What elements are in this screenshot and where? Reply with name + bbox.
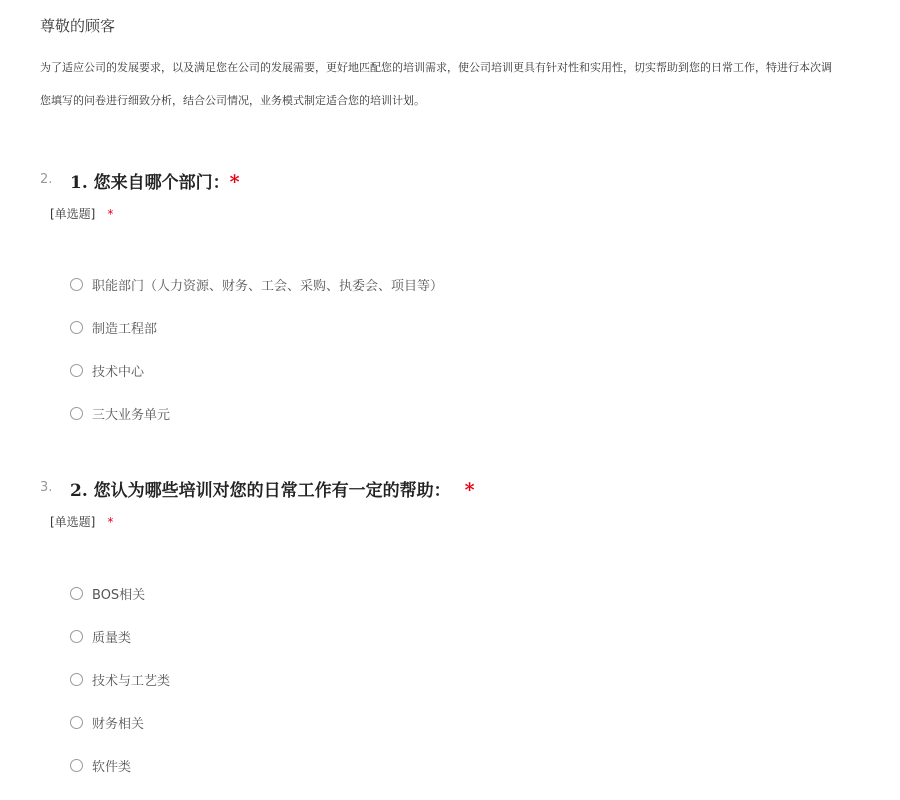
radio-unchecked-icon[interactable] [70, 673, 83, 686]
radio-unchecked-icon[interactable] [70, 587, 83, 600]
question-type-label [50, 205, 113, 222]
option-radio[interactable] [70, 404, 170, 422]
option-label[interactable]: 技术与工艺类 [92, 673, 171, 689]
radio-unchecked-icon[interactable] [70, 630, 83, 643]
option-radio[interactable] [70, 713, 144, 731]
option-radio[interactable] [70, 627, 131, 645]
intro-text-line-2: 您填写的问卷进行细致分析，结合公司情况，业务模式制定适合您的培训计划。 [40, 94, 425, 107]
option-label[interactable]: 三大业务单元 [92, 407, 171, 423]
required-star: * [107, 515, 114, 529]
question-title-text: 2. 您认为哪些培训对您的日常工作有一定的帮助： [70, 481, 451, 501]
option-label[interactable]: 软件类 [92, 759, 132, 775]
option-radio[interactable] [70, 756, 131, 774]
option-label[interactable]: BOS相关 [92, 587, 146, 603]
question-title [70, 168, 240, 193]
question-type-label [50, 513, 113, 530]
option-label[interactable]: 技术中心 [92, 364, 145, 380]
question-type-text: [单选题] [50, 207, 96, 221]
option-radio[interactable] [70, 318, 157, 336]
required-asterisk: * [464, 479, 475, 501]
radio-unchecked-icon[interactable] [70, 407, 83, 420]
question-title [70, 476, 475, 501]
question-title-text: 1. 您来自哪个部门： [70, 173, 230, 193]
question-number: 2. [40, 172, 53, 187]
radio-unchecked-icon[interactable] [70, 321, 83, 334]
option-label[interactable]: 质量类 [92, 630, 132, 646]
intro-text-line-1: 为了适应公司的发展要求，以及满足您在公司的发展需要，更好地匹配您的培训需求，使公司培训更具有针对性和实用性，切实帮助到您的日常工作，特进行本次调 [40, 61, 832, 74]
greeting-text: 尊敬的顾客 [40, 17, 116, 35]
radio-unchecked-icon[interactable] [70, 759, 83, 772]
option-label[interactable]: 制造工程部 [92, 321, 158, 337]
radio-unchecked-icon[interactable] [70, 278, 83, 291]
radio-unchecked-icon[interactable] [70, 716, 83, 729]
option-radio[interactable] [70, 361, 144, 379]
option-radio[interactable] [70, 670, 170, 688]
required-asterisk: * [229, 171, 240, 193]
radio-unchecked-icon[interactable] [70, 364, 83, 377]
option-radio[interactable] [70, 275, 443, 293]
option-radio[interactable] [70, 584, 145, 602]
required-star: * [107, 207, 114, 221]
question-type-text: [单选题] [50, 515, 96, 529]
option-label[interactable]: 职能部门（人力资源、财务、工会、采购、执委会、项目等） [92, 278, 444, 294]
option-label[interactable]: 财务相关 [92, 716, 145, 732]
question-number: 3. [40, 480, 53, 495]
